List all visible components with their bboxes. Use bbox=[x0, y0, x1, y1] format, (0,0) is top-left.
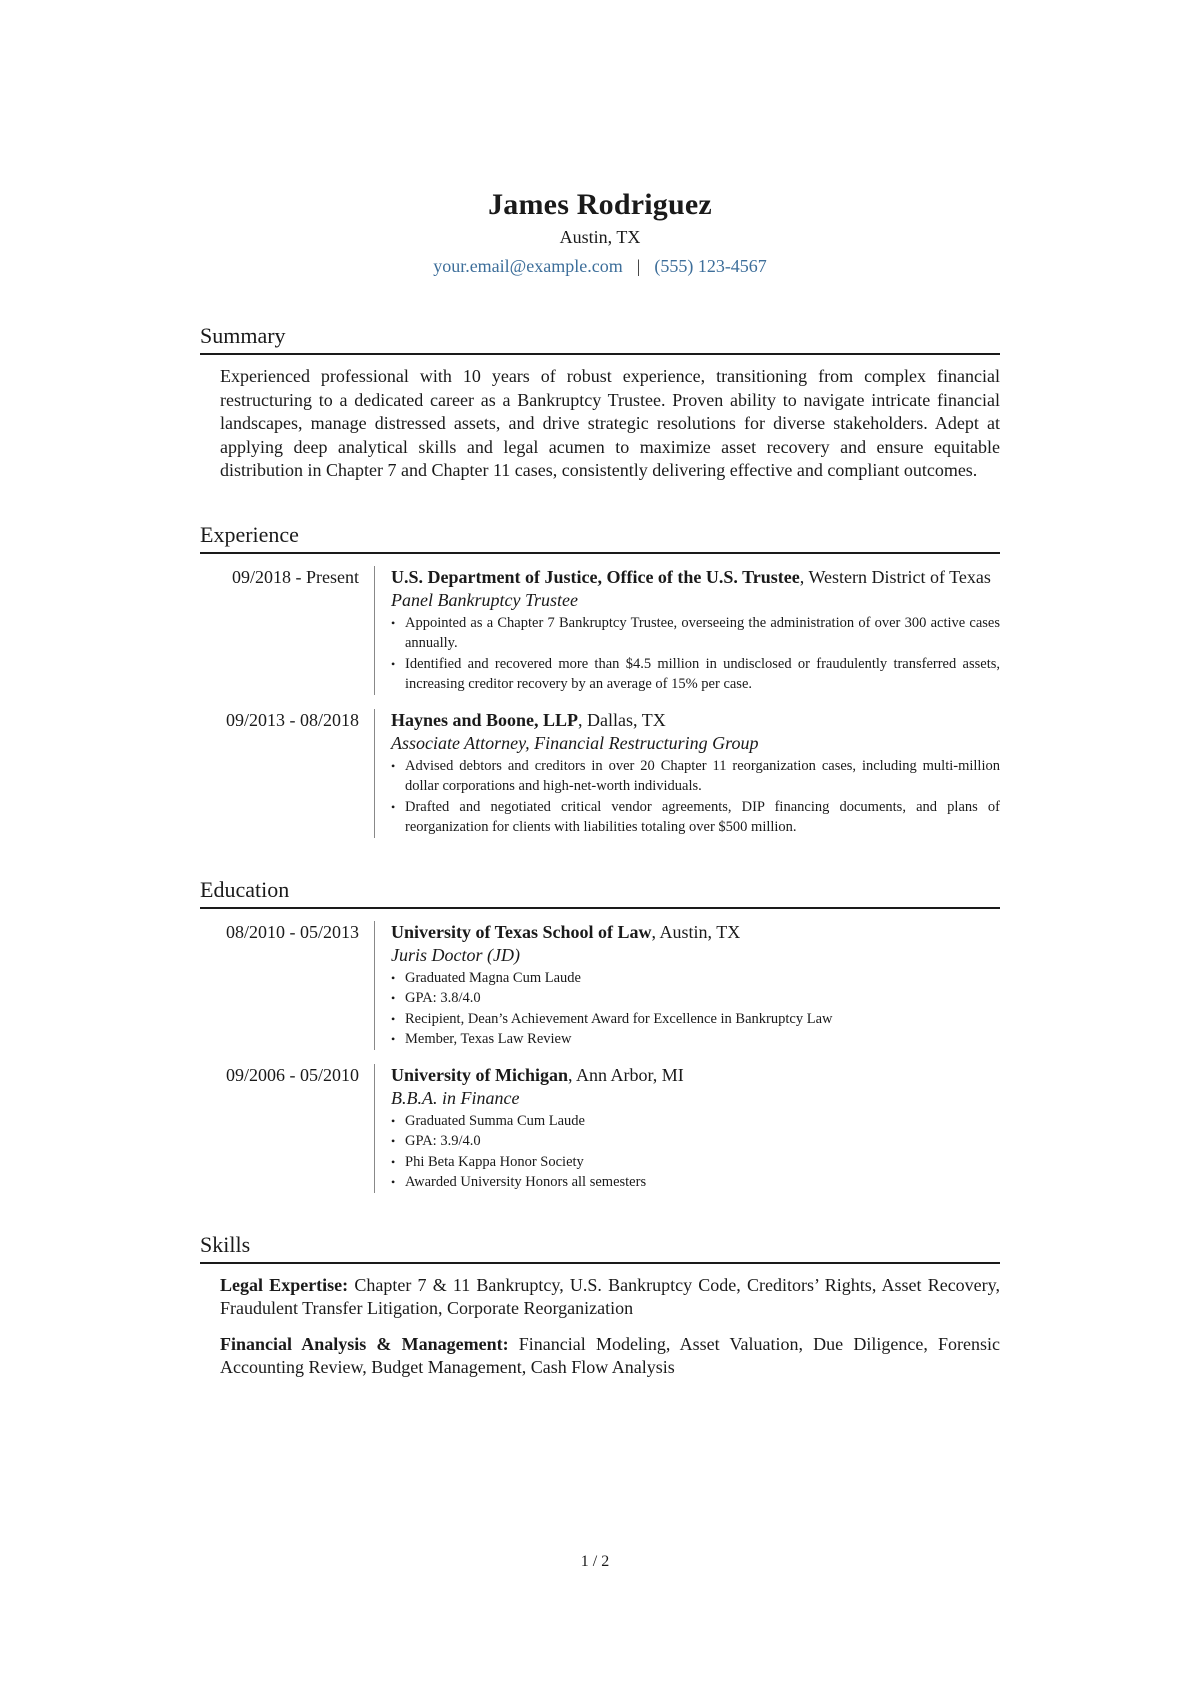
skill-label: Financial Analysis & Management: bbox=[220, 1333, 509, 1354]
entry-organization: University of Texas School of Law bbox=[391, 921, 652, 942]
bullet-item: • Graduated Magna Cum Laude bbox=[391, 968, 1000, 989]
candidate-name: James Rodriguez bbox=[488, 188, 712, 221]
bullet-item: • Graduated Summa Cum Laude bbox=[391, 1111, 1000, 1132]
entry-location: , Dallas, TX bbox=[578, 709, 666, 730]
bullet-item: • GPA: 3.8/4.0 bbox=[391, 988, 1000, 1009]
experience-entry bbox=[200, 709, 1000, 838]
section-title-summary: Summary bbox=[200, 322, 1000, 355]
entry-location: , Ann Arbor, MI bbox=[568, 1064, 684, 1085]
entry-date: 09/2013 - 08/2018 bbox=[200, 709, 375, 838]
resume-header bbox=[200, 188, 1000, 278]
bullet-item: • Awarded University Honors all semesters bbox=[391, 1172, 1000, 1193]
entry-heading bbox=[391, 709, 1000, 732]
resume-page bbox=[200, 188, 1000, 1380]
entry-date: 08/2010 - 05/2013 bbox=[200, 921, 375, 1050]
education-entry bbox=[200, 1064, 1000, 1193]
bullet-item: • Recipient, Dean’s Achievement Award for Excellence in Bankruptcy Law bbox=[391, 1009, 1000, 1030]
skill-group bbox=[220, 1274, 1000, 1321]
section-title-skills: Skills bbox=[200, 1231, 1000, 1264]
entry-role: Associate Attorney, Financial Restructuring Group bbox=[391, 732, 759, 753]
contact-separator: | bbox=[636, 256, 641, 276]
entry-degree: Juris Doctor (JD) bbox=[391, 944, 520, 965]
entry-heading bbox=[391, 1064, 1000, 1087]
skill-label: Legal Expertise: bbox=[220, 1274, 349, 1295]
entry-heading bbox=[391, 921, 1000, 944]
entry-body bbox=[375, 1064, 1000, 1193]
entry-location: , Austin, TX bbox=[651, 921, 741, 942]
bullet-item: • Phi Beta Kappa Honor Society bbox=[391, 1152, 1000, 1173]
entry-body bbox=[375, 921, 1000, 1050]
bullet-item: • Member, Texas Law Review bbox=[391, 1029, 1000, 1050]
skill-value: Financial Modeling, Asset Valuation, Due Diligence, Forensic Accounting Review, Budget Management, Cash Flow Analysis bbox=[220, 1333, 1000, 1377]
entry-organization: Haynes and Boone, LLP bbox=[391, 709, 579, 730]
candidate-location: Austin, TX bbox=[559, 227, 641, 247]
bullet-item: • GPA: 3.9/4.0 bbox=[391, 1131, 1000, 1152]
page-number: 1 / 2 bbox=[580, 1553, 610, 1570]
entry-degree: B.B.A. in Finance bbox=[391, 1087, 520, 1108]
education-entry bbox=[200, 921, 1000, 1050]
skills-section bbox=[200, 1231, 1000, 1380]
entry-location: , Western District of Texas bbox=[799, 566, 991, 587]
entry-organization: University of Michigan bbox=[391, 1064, 568, 1085]
skill-value: Chapter 7 & 11 Bankruptcy, U.S. Bankruptcy Code, Creditors’ Rights, Asset Recovery, Fraudulent Transfer Litigation, Corporate Reorganization bbox=[220, 1274, 1000, 1318]
section-title-education: Education bbox=[200, 876, 1000, 909]
summary-section bbox=[200, 322, 1000, 483]
bullet-item: • Advised debtors and creditors in over 20 Chapter 11 reorganization cases, including multi-million dollar corporations and high-net-worth individuals. bbox=[391, 756, 1000, 797]
skill-group bbox=[220, 1333, 1000, 1380]
entry-body bbox=[375, 709, 1000, 838]
experience-section bbox=[200, 521, 1000, 838]
experience-entry bbox=[200, 566, 1000, 695]
entry-bullets bbox=[391, 968, 1000, 1050]
bullet-item: • Appointed as a Chapter 7 Bankruptcy Trustee, overseeing the administration of over 300 active cases annually. bbox=[391, 613, 1000, 654]
bullet-item: • Identified and recovered more than $4.5 million in undisclosed or fraudulently transferred assets, increasing creditor recovery by an average of 15% per case. bbox=[391, 654, 1000, 695]
contact-line bbox=[200, 254, 1000, 278]
entry-bullets bbox=[391, 756, 1000, 838]
summary-text: Experienced professional with 10 years of robust experience, transitioning from complex financial restructuring to a dedicated career as a Bankruptcy Trustee. Proven ability to navigate intricate financial landscapes, manage distressed assets, and drive strategic resolutions for diverse stakeholders. Adept at applying deep analytical skills and legal acumen to maximize asset recovery and ensure equitable distribution in Chapter 7 and Chapter 11 cases, consistently delivering effective and compliant outcomes. bbox=[220, 366, 1000, 480]
entry-organization: U.S. Department of Justice, Office of the U.S. Trustee bbox=[391, 566, 800, 587]
phone-link[interactable]: (555) 123-4567 bbox=[654, 256, 767, 276]
entry-bullets bbox=[391, 1111, 1000, 1193]
bullet-item: • Drafted and negotiated critical vendor agreements, DIP financing documents, and plans of reorganization for clients with liabilities totaling over $500 million. bbox=[391, 797, 1000, 838]
email-link[interactable]: your.email@example.com bbox=[433, 256, 623, 276]
entry-bullets bbox=[391, 613, 1000, 695]
entry-date: 09/2006 - 05/2010 bbox=[200, 1064, 375, 1193]
entry-date: 09/2018 - Present bbox=[200, 566, 375, 695]
education-section bbox=[200, 876, 1000, 1193]
entry-body bbox=[375, 566, 1000, 695]
entry-role: Panel Bankruptcy Trustee bbox=[391, 589, 578, 610]
section-title-experience: Experience bbox=[200, 521, 1000, 554]
entry-heading bbox=[391, 566, 1000, 589]
